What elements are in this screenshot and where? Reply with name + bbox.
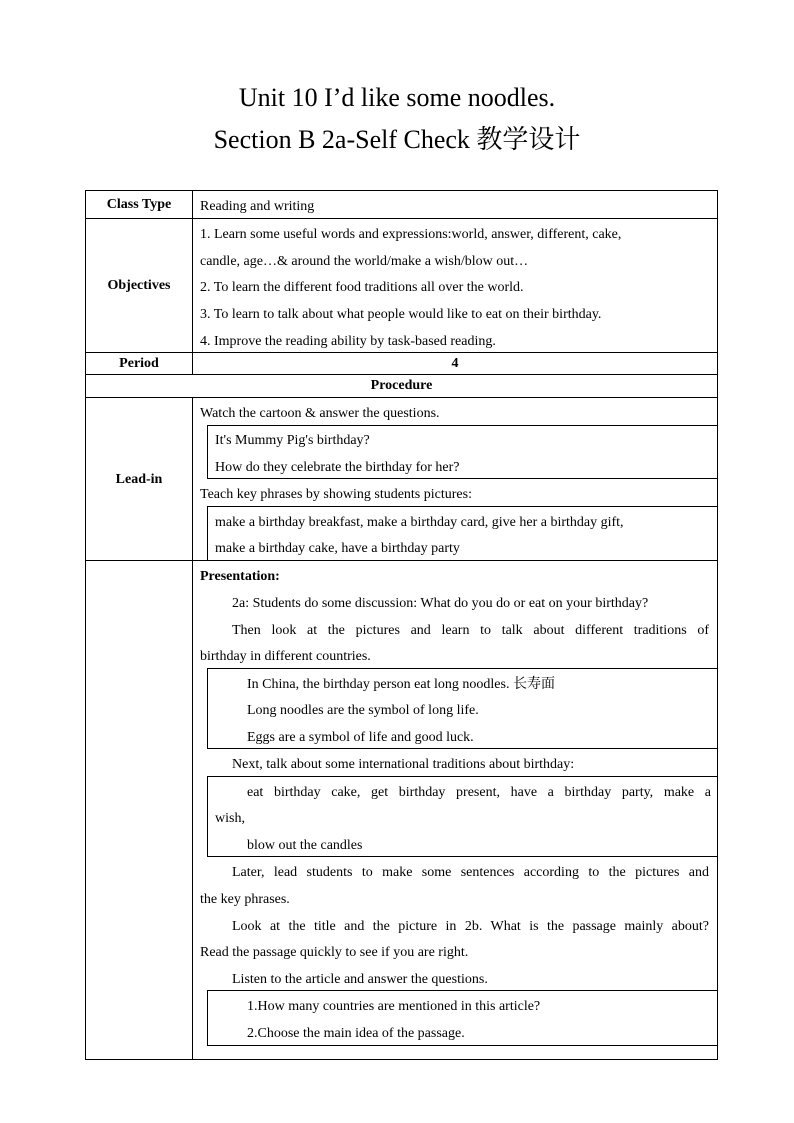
presentation-paragraph: Read the passage quickly to see if you are right. — [200, 945, 469, 960]
tradition-line: wish, — [215, 811, 245, 826]
box-border — [207, 1045, 718, 1046]
objective-line: 2. To learn the different food traditions all over the world. — [200, 280, 524, 295]
objective-line: candle, age…& around the world/make a wish/blow out… — [200, 254, 529, 269]
presentation-paragraph: the key phrases. — [200, 892, 290, 907]
lead-in-label: Lead-in — [115, 472, 163, 487]
phrase-line: make a birthday breakfast, make a birthday card, give her a birthday gift, — [215, 515, 624, 530]
box-border — [207, 856, 718, 857]
table-border-left — [85, 190, 86, 1060]
box-border — [207, 425, 208, 479]
tradition-line: Long noodles are the symbol of long life. — [247, 703, 479, 718]
period-value: 4 — [451, 356, 459, 371]
row-divider — [85, 560, 718, 561]
tradition-line: blow out the candles — [247, 838, 363, 853]
question-line: 1.How many countries are mentioned in this article? — [247, 999, 541, 1014]
table-border-top — [85, 190, 718, 191]
presentation-paragraph: birthday in different countries. — [200, 649, 371, 664]
box-border — [207, 506, 718, 507]
objectives-label: Objectives — [107, 278, 171, 293]
box-border — [207, 668, 718, 669]
box-border — [207, 506, 208, 560]
row-divider — [85, 218, 718, 219]
table-border-right — [717, 190, 718, 1060]
tradition-line: eat birthday cake, get birthday present, have a birthday party, make a — [247, 785, 711, 800]
row-divider — [85, 352, 718, 353]
presentation-paragraph: Then look at the pictures and learn to talk about different traditions of — [232, 623, 709, 638]
class-type-label: Class Type — [106, 197, 172, 212]
presentation-paragraph: Listen to the article and answer the questions. — [232, 972, 488, 987]
row-divider — [85, 397, 718, 398]
box-border — [207, 668, 208, 749]
tradition-line: In China, the birthday person eat long noodles. 长寿面 — [247, 677, 555, 692]
period-label: Period — [119, 356, 159, 371]
box-border — [207, 425, 718, 426]
objective-line: 1. Learn some useful words and expressions:world, answer, different, cake, — [200, 227, 622, 242]
procedure-heading: Procedure — [370, 378, 433, 393]
phrases-intro: Teach key phrases by showing students pictures: — [200, 487, 472, 502]
objective-line: 4. Improve the reading ability by task-based reading. — [200, 334, 496, 349]
lead-in-intro: Watch the cartoon & answer the questions. — [200, 406, 440, 421]
column-divider — [192, 397, 193, 1060]
question-line: 2.Choose the main idea of the passage. — [247, 1026, 465, 1041]
tradition-line: Eggs are a symbol of life and good luck. — [247, 730, 474, 745]
class-type-value: Reading and writing — [200, 199, 315, 214]
row-divider — [85, 374, 718, 375]
box-border — [207, 776, 208, 857]
presentation-paragraph: Next, talk about some international traditions about birthday: — [232, 757, 575, 772]
table-border-bottom — [85, 1059, 718, 1060]
box-border — [207, 990, 208, 1046]
presentation-paragraph: Later, lead students to make some sentences according to the pictures and — [232, 865, 709, 880]
box-border — [207, 748, 718, 749]
objective-line: 3. To learn to talk about what people would like to eat on their birthday. — [200, 307, 602, 322]
box-border — [207, 776, 718, 777]
box-border — [207, 990, 718, 991]
presentation-paragraph: 2a: Students do some discussion: What do you do or eat on your birthday? — [232, 596, 649, 611]
box-border — [207, 478, 718, 479]
column-divider — [192, 190, 193, 375]
question-line: How do they celebrate the birthday for her? — [215, 460, 460, 475]
document-title: Unit 10 I’d like some noodles. — [238, 83, 556, 112]
question-line: It's Mummy Pig's birthday? — [215, 433, 370, 448]
presentation-heading: Presentation: — [200, 569, 280, 584]
document-subtitle: Section B 2a-Self Check 教学设计 — [213, 125, 581, 154]
phrase-line: make a birthday cake, have a birthday party — [215, 541, 460, 556]
presentation-paragraph: Look at the title and the picture in 2b. What is the passage mainly about? — [232, 919, 709, 934]
